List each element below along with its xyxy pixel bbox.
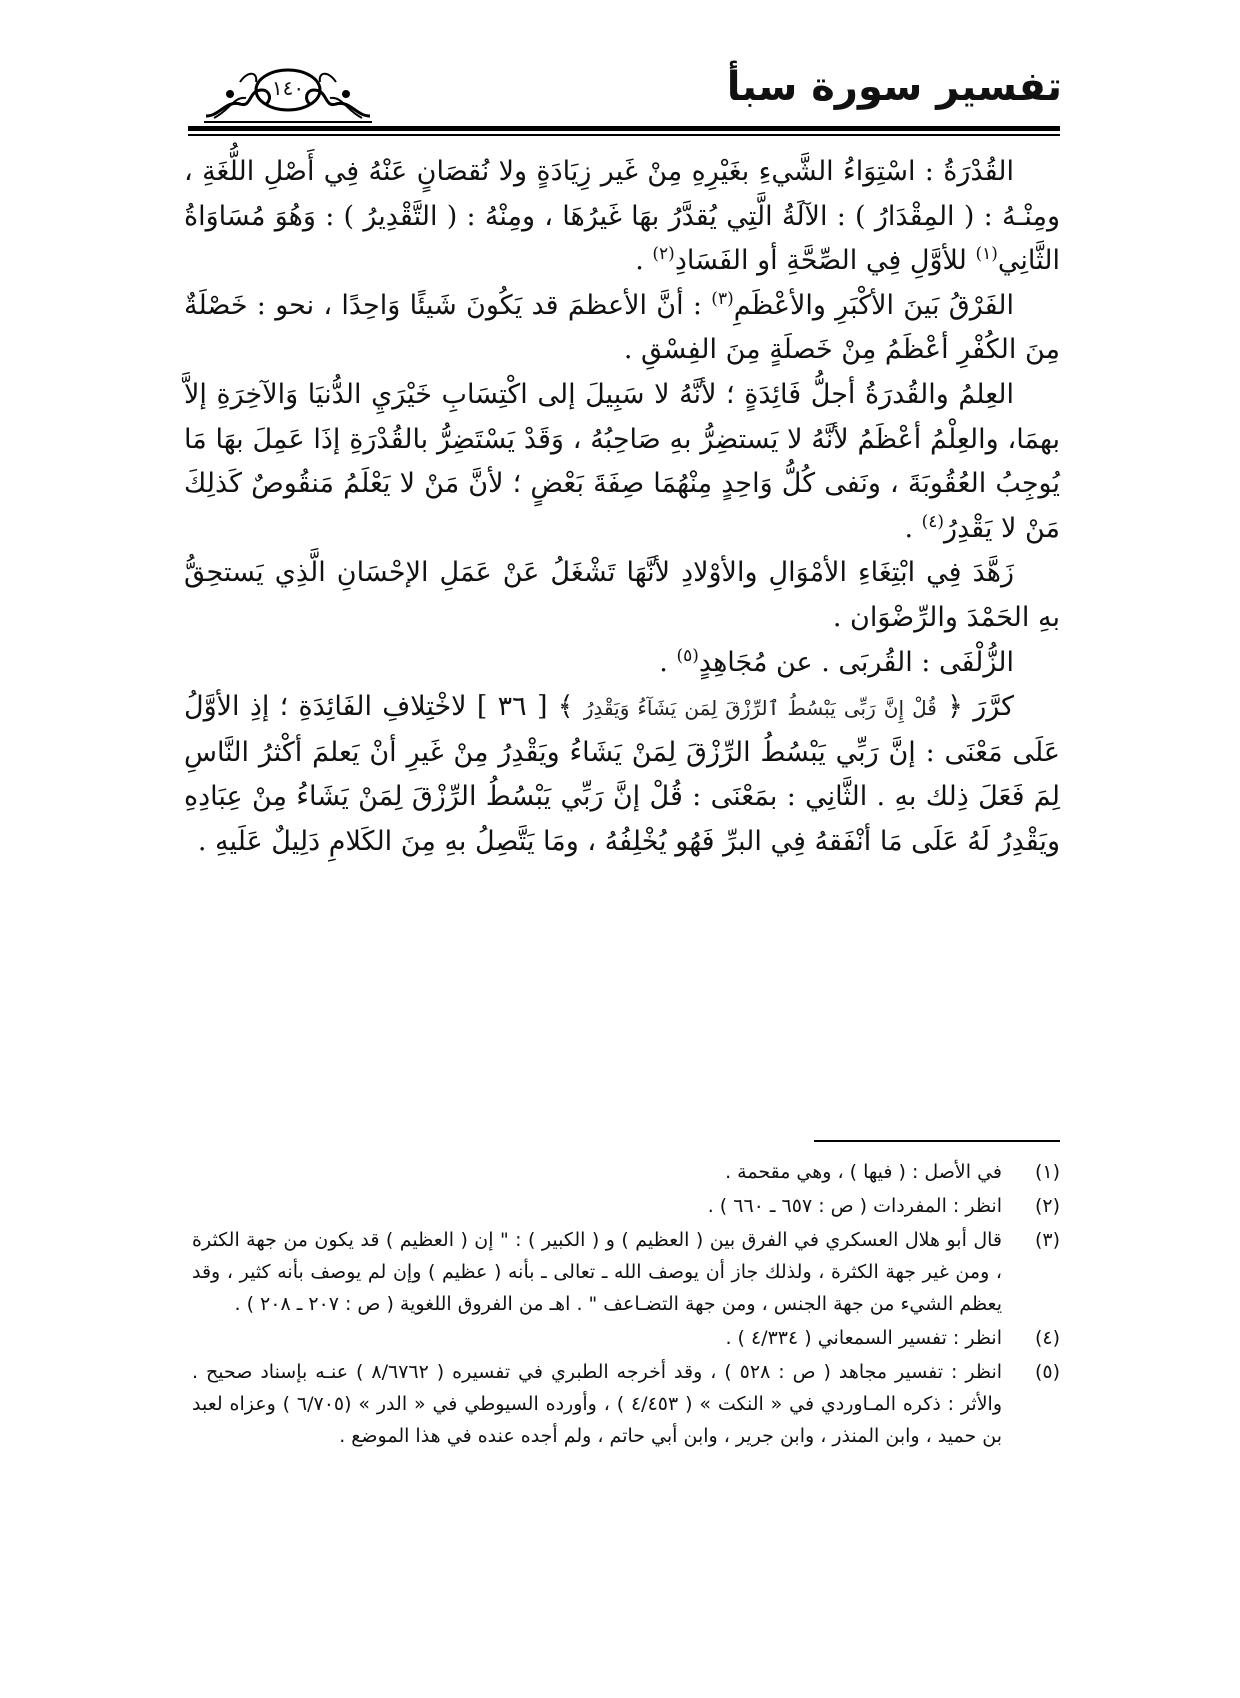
paragraph-text: الفَرْقُ بَينَ الأكْبَرِ والأعْظَمِ bbox=[733, 289, 1014, 321]
paragraph-text: القُدْرَةُ : اسْتِوَاءُ الشَّيءِ بغَيْرِهِ مِنْ غَير زِيَادَةٍ ولا نُقصَانٍ عَنْهُ فِي أَصْلِ اللُّغَةِ ، ومِنْـهُ : ( المِقْدَارُ ) : الآلَةُ الَّتِي يُقدَّرُ بهَا غَيرُهَا ، ومِنْهُ : ( التَّقْدِيرُ ) : وَهُوَ مُسَاوَاةُ الثَّانِي bbox=[184, 156, 1060, 277]
main-text bbox=[184, 150, 1060, 865]
footnote bbox=[192, 1356, 1060, 1452]
footnote-number: (٤) bbox=[1034, 1327, 1060, 1349]
paragraph bbox=[184, 284, 1060, 373]
footnote-text: قال أبو هلال العسكري في الفرق بين ( العظيم ) و ( الكبير ) : " إن ( العظيم ) قد يكون من جهة الكثرة ، ومن غير جهة الكثرة ، ولذلك جاز أن يوصف الله ـ تعالى ـ بأنه ( عظيم ) وإن لم يوصف بأنه كثير ، وقد يعظم الشيء من جهة الجنس ، ومن جهة التضـاعف " . اهـ من الفروق اللغوية ( ص : ٢٠٧ ـ ٢٠٨ ) . bbox=[192, 1229, 1002, 1315]
footnote-text: انظر : تفسير السمعاني ( ٤/٣٣٤ ) . bbox=[725, 1327, 1002, 1349]
footnote bbox=[192, 1190, 1060, 1222]
paragraph-text: . bbox=[635, 245, 653, 277]
paragraph-text: الزُّلْفَى : القُربَى . عن مُجَاهِدٍ bbox=[698, 646, 1014, 678]
paragraph-text: زَهَّدَ فِي ابْتِغَاءِ الأمْوَالِ والأوْلادِ لأنَّهَا تَشْغَلُ عَنْ عَمَلِ الإحْسَانِ الَّذِي يَستحِقُّ بهِ الحَمْدَ والرِّضْوَان . bbox=[184, 557, 1060, 633]
footnote-number: (٥) bbox=[1034, 1361, 1060, 1383]
paragraph-text: . bbox=[904, 512, 922, 544]
paragraph bbox=[184, 551, 1060, 640]
footnote-reference: (٥) bbox=[676, 645, 699, 666]
header-rule-thin bbox=[188, 134, 1060, 136]
paragraph-text: كرَّرَ ﴿ bbox=[936, 691, 1014, 723]
footnote-number: (١) bbox=[1034, 1161, 1060, 1183]
paragraph bbox=[184, 685, 1060, 864]
footnotes bbox=[192, 1156, 1060, 1454]
footnote-text: في الأصل : ( فيها ) ، وهي مقحمة . bbox=[725, 1161, 1002, 1183]
footnote-separator bbox=[814, 1140, 1060, 1142]
footnote-text: انظر : تفسير مجاهد ( ص : ٥٢٨ ) ، وقد أخرجه الطبري في تفسيره ( ٨/٦٧٦٢ ) عنـه بإسناد صحيح . والأثر : ذكره المـاوردي في « النكت » ( ٤/٤٥٣ ) ، وأورده السيوطي في « الدر » (٦/٧٠٥ ) وعزاه لعبد بن حميد ، وابن المنذر ، وابن جرير ، وابن أبي حاتم ، ولم أجده عنده في هذا الموضع . bbox=[192, 1361, 1003, 1447]
paragraph bbox=[184, 373, 1060, 551]
footnote-reference: (١) bbox=[975, 244, 998, 265]
paragraph bbox=[184, 641, 1060, 686]
footnote-reference: (٤) bbox=[921, 511, 945, 532]
paragraph-text: . bbox=[659, 646, 677, 678]
page-header bbox=[0, 0, 1240, 150]
footnote-reference: (٣) bbox=[711, 288, 734, 309]
footnote bbox=[192, 1156, 1060, 1188]
paragraph-text: ﴾ [ ٣٦ ] لاخْتِلافِ الفَائِدَةِ ؛ إذِ الأوَّلُ عَلَى مَعْنَى : إنَّ رَبِّي يَبْسُطُ الرِّزْقَ لِمَنْ يَشَاءُ ويَقْدِرُ مِنْ غَيرِ أنْ يَعلمَ أكْثرُ النَّاسِ لِمَ فَعَلَ ذِلك بهِ . الثَّانِي : بمَعْنَى : قُلْ إنَّ رَبِّي يَبْسُطُ الرِّزْقَ لِمَنْ يَشَاءُ مِنْ عِبَادِهِ ويَقْدِرُ لَهُ عَلَى مَا أنْفَقهُ فِي البرِّ فَهُو يُخْلِفُهُ ، ومَا يَتَّصِلُ بهِ مِنَ الكَلامِ دَلِيلٌ عَلَيهِ . bbox=[184, 691, 1060, 857]
footnote-text: انظر : المفردات ( ص : ٦٥٧ ـ ٦٦٠ ) . bbox=[707, 1195, 1002, 1217]
footnote-reference: (٢) bbox=[652, 244, 675, 265]
footnote bbox=[192, 1224, 1060, 1320]
footnote bbox=[192, 1322, 1060, 1354]
page-number: ١٤٠ bbox=[271, 76, 305, 100]
quran-verse: قُلْ إِنَّ رَبِّى يَبْسُطُ ٱلرِّزْقَ لِمَن يَشَآءُ وَيَقْدِرُ bbox=[583, 696, 937, 721]
paragraph bbox=[184, 150, 1060, 284]
paragraph-text: : أنَّ الأعظمَ قد يَكُونَ شَيئًا وَاحِدًا ، نحو : خَصْلَةٌ مِنَ الكُفْرِ أعْظَمُ مِنْ خَصلَةٍ مِنَ الفِسْقِ . bbox=[184, 289, 1060, 366]
footnote-number: (٣) bbox=[1034, 1229, 1060, 1251]
page-title: تفسير سورة سبأ bbox=[726, 64, 1062, 110]
paragraph-text: العِلمُ والقُدرَةُ أجلُّ فَائِدَةٍ ؛ لأنَّهُ لا سَبِيلَ إلى اكْتِسَابِ خَيْرَيِ الدُّنيَا وَالآخِرَةِ إلاَّ بهمَا، والعِلْمُ أعْظَمُ لأنَّهُ لا يَستضِرُّ بهِ صَاحِبُهُ ، وَقَدْ يَسْتَضِرُّ بالقُدْرَةِ إذَا عَمِلَ بهَا مَا يُوجِبُ العُقُوبَةَ ، ونَفى كُلُّ وَاحِدٍ مِنْهُمَا صِفَةَ بَعْضٍ ؛ لأنَّ مَنْ لا يَعْلَمُ مَنقُوصٌ كَذلِكَ مَنْ لا يَقْدِرُ bbox=[184, 378, 1060, 544]
paragraph-text: للأوَّلِ فِي الصِّحَّةِ أو الفَسَادِ bbox=[674, 245, 976, 277]
footnote-number: (٢) bbox=[1034, 1195, 1060, 1217]
header-rule bbox=[188, 126, 1060, 131]
